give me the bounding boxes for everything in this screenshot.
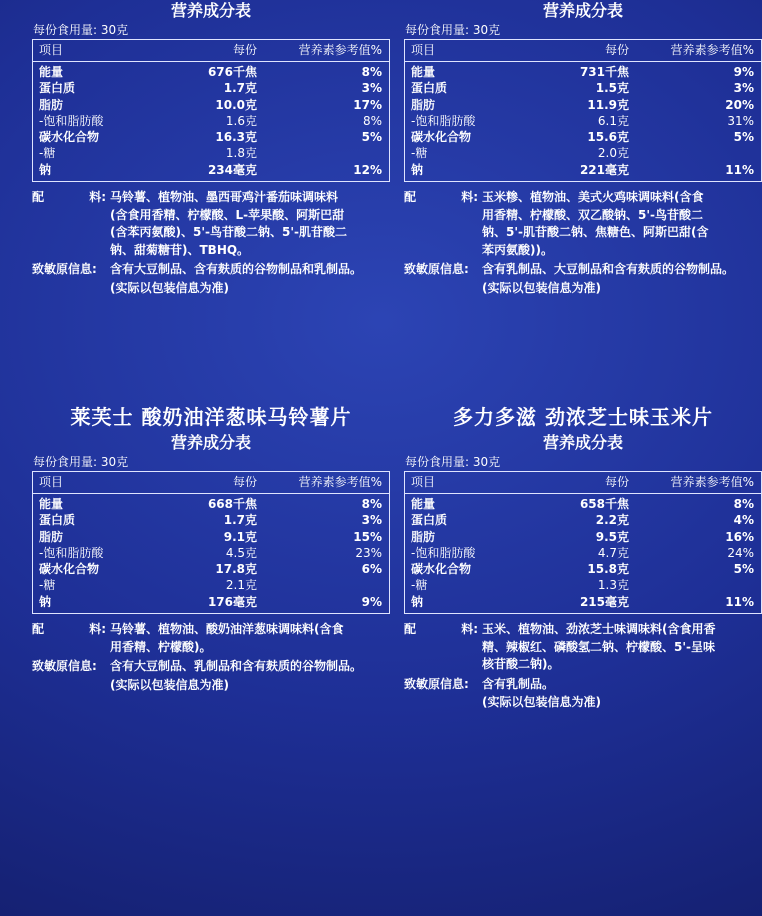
nutrition-panel-lays-sour-cream-onion — [32, 402, 390, 694]
ingredients-line — [404, 242, 762, 260]
ingredients-label — [404, 207, 482, 225]
ingredients-label-b: 料: — [89, 190, 106, 205]
ingredients-line — [404, 189, 762, 207]
ingredients-line — [404, 224, 762, 242]
column-header-item: 项目 — [411, 43, 436, 57]
column-header-item: 项目 — [411, 475, 436, 489]
nutrition-panel-doritos-cheese — [404, 402, 762, 711]
table-row — [33, 129, 389, 145]
table-body — [33, 62, 389, 181]
nrv-value: 9% — [361, 594, 382, 609]
panel-title: 营养成分表 — [170, 433, 251, 452]
table-row — [405, 145, 761, 161]
table-row — [33, 113, 389, 129]
nrv-value — [629, 145, 761, 161]
nutrient-name: -糖 — [39, 578, 56, 593]
ingredients-text: (含食用香精、柠檬酸、L-苹果酸、阿斯巴甜 — [110, 207, 345, 222]
table-header — [33, 40, 389, 62]
table-row — [405, 577, 761, 593]
per-serving-value: 221毫克 — [579, 162, 629, 177]
column-header-nrv: 营养素参考值% — [670, 475, 754, 489]
ingredient-info — [32, 189, 390, 297]
table-row — [33, 64, 389, 80]
nutrient-name: -饱和脂肪酸 — [411, 545, 476, 560]
per-serving-value: 16.3克 — [215, 130, 257, 145]
nrv-value: 5% — [733, 562, 754, 577]
table-row — [33, 145, 389, 161]
nutrition-panel-top-right — [404, 0, 762, 297]
ingredients-text: 玉米糁、植物油、美式火鸡味调味料(含食 — [482, 190, 704, 205]
allergen-line — [404, 261, 762, 279]
nrv-value: 6% — [361, 562, 382, 577]
column-header-item: 项目 — [39, 43, 64, 57]
nrv-value: 4% — [733, 513, 754, 528]
nutrient-name: 碳水化合物 — [39, 562, 100, 577]
per-serving-value: 9.5克 — [595, 529, 629, 544]
allergen-label: 致敏原信息: — [32, 659, 97, 674]
serving-size: 每份食用量: 30克 — [405, 455, 501, 469]
ingredients-label-b: 料: — [461, 622, 478, 637]
ingredients-label-b: 料: — [89, 622, 106, 637]
per-serving-value: 6.1克 — [597, 113, 629, 128]
nutrient-name: -糖 — [411, 578, 428, 593]
nutrient-name: 蛋白质 — [39, 513, 76, 528]
nutrient-name: 脂肪 — [39, 97, 64, 112]
ingredients-line — [404, 621, 762, 639]
ingredients-label-a: 配 — [404, 190, 417, 205]
per-serving-value: 2.1克 — [225, 578, 257, 593]
table-row — [33, 594, 389, 610]
nrv-value: 8% — [361, 497, 382, 511]
ingredients-label-b: 料: — [461, 190, 478, 205]
nrv-value: 5% — [733, 130, 754, 145]
nutrient-name: 碳水化合物 — [411, 130, 472, 145]
per-serving-value: 176毫克 — [207, 594, 257, 609]
per-serving-value: 668千焦 — [207, 497, 257, 511]
ingredients-label — [32, 242, 110, 260]
allergen-line — [32, 658, 390, 676]
per-serving-value: 4.7克 — [597, 545, 629, 560]
ingredients-label — [404, 189, 482, 207]
ingredients-text: 马铃薯、植物油、墨西哥鸡汁番茄味调味料 — [110, 190, 339, 205]
ingredients-line — [404, 639, 762, 657]
allergen-line — [404, 676, 762, 694]
allergen-text: 含有大豆制品、含有麸质的谷物制品和乳制品。 — [110, 262, 363, 277]
per-serving-value: 1.6克 — [225, 113, 257, 128]
serving-size: 每份食用量: 30克 — [33, 455, 129, 469]
ingredients-label — [32, 207, 110, 225]
ingredients-line — [404, 656, 762, 674]
nrv-value: 15% — [353, 529, 382, 544]
per-serving-value: 4.5克 — [225, 545, 257, 560]
per-serving-value: 215毫克 — [579, 594, 629, 609]
table-row — [33, 80, 389, 96]
ingredient-info — [32, 621, 390, 694]
serving-size: 每份食用量: 30克 — [405, 23, 501, 37]
nutrient-name: 能量 — [411, 65, 436, 79]
ingredients-text: (含苯丙氨酸)、5'-鸟苷酸二钠、5'-肌苷酸二 — [110, 225, 347, 240]
table-row — [405, 129, 761, 145]
nrv-value: 11% — [725, 594, 754, 609]
nutrient-name: 碳水化合物 — [39, 130, 100, 145]
table-row — [405, 97, 761, 113]
nutrient-name: -饱和脂肪酸 — [411, 113, 476, 128]
ingredients-line — [32, 639, 390, 657]
per-serving-value: 1.3克 — [597, 578, 629, 593]
table-body — [405, 494, 761, 613]
ingredients-text: 钠、5'-肌苷酸二钠、焦糖色、阿斯巴甜(含 — [482, 225, 709, 240]
nrv-value — [629, 577, 761, 593]
table-row — [405, 545, 761, 561]
per-serving-value: 15.8克 — [587, 562, 629, 577]
nrv-value: 24% — [727, 545, 754, 560]
nrv-value: 16% — [725, 529, 754, 544]
nutrient-name: 能量 — [39, 497, 64, 511]
panel-title: 营养成分表 — [542, 433, 623, 452]
column-header-item: 项目 — [39, 475, 64, 489]
nrv-value: 8% — [362, 113, 382, 128]
table-header — [33, 472, 389, 494]
nutrition-table — [404, 39, 762, 182]
column-header-per-serving: 每份 — [604, 475, 629, 489]
per-serving-value: 1.7克 — [223, 513, 257, 528]
package-note: (实际以包装信息为准) — [110, 280, 229, 295]
table-row — [33, 512, 389, 528]
ingredients-label — [404, 621, 482, 639]
ingredients-line — [32, 189, 390, 207]
column-header-nrv: 营养素参考值% — [298, 43, 382, 57]
nrv-value: 9% — [733, 65, 754, 79]
nrv-value: 12% — [353, 162, 382, 177]
nutrition-table — [32, 471, 390, 614]
table-row — [405, 162, 761, 178]
ingredients-line — [404, 207, 762, 225]
nutrient-name: 钠 — [411, 162, 424, 177]
per-serving-value: 731千焦 — [579, 65, 629, 79]
nutrient-name: 钠 — [39, 594, 52, 609]
nutrient-name: 蛋白质 — [39, 81, 76, 96]
column-header-nrv: 营养素参考值% — [670, 43, 754, 57]
ingredients-label — [32, 621, 110, 639]
nutrient-name: -饱和脂肪酸 — [39, 545, 104, 560]
package-note: (实际以包装信息为准) — [482, 280, 601, 295]
table-row — [33, 545, 389, 561]
nrv-value: 8% — [733, 497, 754, 511]
per-serving-value: 9.1克 — [223, 529, 257, 544]
table-row — [405, 64, 761, 80]
nutrient-name: 脂肪 — [411, 529, 436, 544]
panel-title: 营养成分表 — [170, 1, 251, 20]
table-row — [405, 80, 761, 96]
nutrition-table — [404, 471, 762, 614]
ingredients-label — [32, 189, 110, 207]
product-title: 莱芙士 酸奶油洋葱味马铃薯片 — [70, 405, 352, 429]
allergen-label: 致敏原信息: — [404, 676, 469, 691]
nrv-value: 3% — [733, 81, 754, 96]
ingredient-info — [404, 189, 762, 297]
per-serving-value: 11.9克 — [587, 97, 629, 112]
per-serving-value: 2.0克 — [597, 146, 629, 161]
ingredients-label-a: 配 — [32, 622, 45, 637]
product-title: 多力多滋 劲浓芝士味玉米片 — [453, 405, 713, 429]
nutrient-name: -饱和脂肪酸 — [39, 113, 104, 128]
table-header — [405, 40, 761, 62]
per-serving-value: 10.0克 — [215, 97, 257, 112]
nrv-value: 11% — [725, 162, 754, 177]
ingredients-label-a: 配 — [32, 190, 45, 205]
allergen-label: 致敏原信息: — [404, 262, 469, 277]
per-serving-value: 676千焦 — [207, 65, 257, 79]
ingredients-text: 苯丙氨酸))。 — [482, 242, 553, 257]
ingredients-label — [404, 656, 482, 674]
per-serving-value: 234毫克 — [207, 162, 257, 177]
per-serving-value: 1.8克 — [225, 146, 257, 161]
nrv-value — [257, 145, 389, 161]
ingredients-label — [404, 224, 482, 242]
nutrient-name: 碳水化合物 — [411, 562, 472, 577]
table-row — [33, 529, 389, 545]
allergen-line — [32, 261, 390, 279]
per-serving-value: 1.5克 — [595, 81, 629, 96]
ingredients-text: 核苷酸二钠)。 — [482, 657, 560, 672]
table-row — [405, 594, 761, 610]
column-header-per-serving: 每份 — [232, 43, 257, 57]
column-header-per-serving: 每份 — [232, 475, 257, 489]
per-serving-value: 2.2克 — [595, 513, 629, 528]
ingredients-label — [404, 639, 482, 657]
table-row — [405, 512, 761, 528]
nutrient-name: 蛋白质 — [411, 513, 448, 528]
per-serving-value: 658千焦 — [579, 497, 629, 511]
ingredients-label — [32, 224, 110, 242]
column-header-per-serving: 每份 — [604, 43, 629, 57]
per-serving-value: 1.7克 — [223, 81, 257, 96]
ingredients-label — [32, 639, 110, 657]
table-body — [33, 494, 389, 613]
nutrient-name: 脂肪 — [39, 529, 64, 544]
nrv-value: 8% — [361, 65, 382, 79]
table-row — [405, 113, 761, 129]
ingredients-line — [32, 621, 390, 639]
table-row — [405, 496, 761, 512]
table-row — [33, 577, 389, 593]
column-header-nrv: 营养素参考值% — [298, 475, 382, 489]
nrv-value: 31% — [727, 113, 754, 128]
per-serving-value: 17.8克 — [215, 562, 257, 577]
table-body — [405, 62, 761, 181]
nutrient-name: 能量 — [411, 497, 436, 511]
table-row — [405, 529, 761, 545]
serving-size: 每份食用量: 30克 — [33, 23, 129, 37]
table-row — [33, 97, 389, 113]
package-note: (实际以包装信息为准) — [110, 677, 229, 692]
ingredients-line — [32, 224, 390, 242]
allergen-text: 含有乳制品。 — [482, 676, 555, 691]
nrv-value: 23% — [355, 545, 382, 560]
allergen-text: 含有大豆制品、乳制品和含有麸质的谷物制品。 — [110, 659, 363, 674]
ingredients-text: 玉米、植物油、劲浓芝士味调味料(含食用香 — [482, 622, 716, 637]
table-header — [405, 472, 761, 494]
table-row — [33, 162, 389, 178]
ingredient-info — [404, 621, 762, 711]
nutrient-name: -糖 — [411, 146, 428, 161]
ingredients-line — [32, 242, 390, 260]
nutrition-panel-top-left — [32, 0, 390, 297]
ingredients-text: 用香精、柠檬酸)。 — [110, 639, 212, 654]
ingredients-text: 马铃薯、植物油、酸奶油洋葱味调味料(含食 — [110, 622, 344, 637]
nrv-value: 20% — [725, 97, 754, 112]
nrv-value: 17% — [353, 97, 382, 112]
table-row — [33, 496, 389, 512]
table-row — [33, 561, 389, 577]
table-row — [405, 561, 761, 577]
nrv-value: 3% — [361, 513, 382, 528]
nutrient-name: 钠 — [39, 162, 52, 177]
nrv-value — [257, 577, 389, 593]
ingredients-label-a: 配 — [404, 622, 417, 637]
per-serving-value: 15.6克 — [587, 130, 629, 145]
allergen-label: 致敏原信息: — [32, 262, 97, 277]
ingredients-text: 精、辣椒红、磷酸氢二钠、柠檬酸、5'-呈味 — [482, 639, 716, 654]
nutrient-name: 钠 — [411, 594, 424, 609]
nutrient-name: 蛋白质 — [411, 81, 448, 96]
ingredients-text: 钠、甜菊糖苷)、TBHQ。 — [110, 242, 250, 257]
ingredients-line — [32, 207, 390, 225]
nrv-value: 5% — [361, 130, 382, 145]
allergen-text: 含有乳制品、大豆制品和含有麸质的谷物制品。 — [482, 262, 735, 277]
nutrient-name: 脂肪 — [411, 97, 436, 112]
nrv-value: 3% — [361, 81, 382, 96]
nutrition-table — [32, 39, 390, 182]
panel-title: 营养成分表 — [542, 1, 623, 20]
nutrient-name: -糖 — [39, 146, 56, 161]
ingredients-label — [404, 242, 482, 260]
package-note: (实际以包装信息为准) — [482, 695, 601, 710]
nutrient-name: 能量 — [39, 65, 64, 79]
ingredients-text: 用香精、柠檬酸、双乙酸钠、5'-鸟苷酸二 — [482, 207, 704, 222]
